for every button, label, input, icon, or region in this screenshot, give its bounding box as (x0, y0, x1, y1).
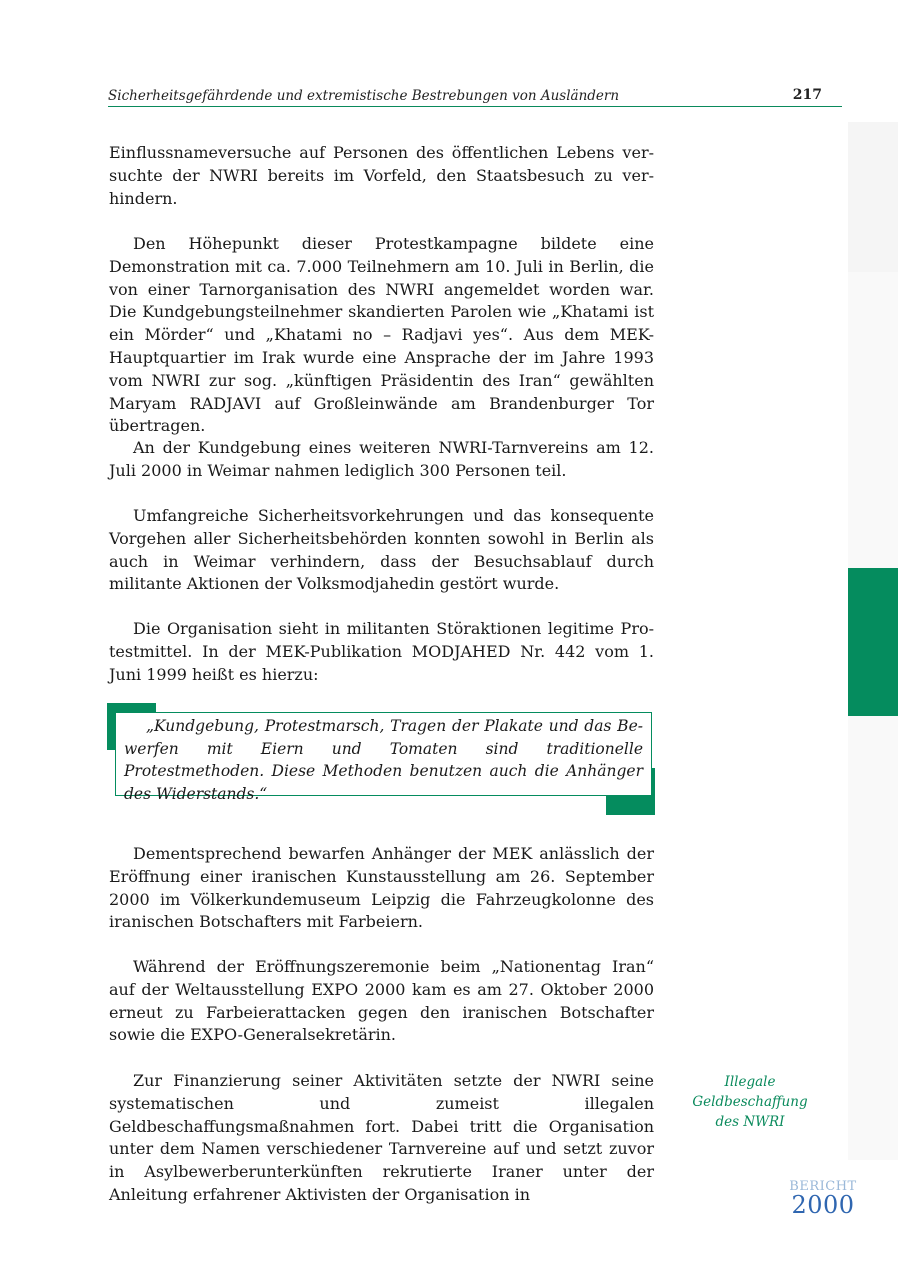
paragraph-4: Umfangreiche Sicherheitsvorkehrungen und das konsequente Vorgehen aller Sicherheitsbehörden konnten sowohl in Berlin als auch in Weimar verhindern, dass der Besuchsablauf durch militante Aktionen der Volksmodjahedin gestört wurde. (109, 506, 654, 594)
paragraph-2: Den Höhepunkt dieser Protestkampagne bildete eine Demonstration mit ca. 7.000 Teilnehmern am 10. Juli in Berlin, die von einer Tarnorganisation des NWRI angemeldet worden war. Die Kundgebungsteilnehmer skandierten Parolen wie „Khatami ist ein Mörder“ und „Khatami no – Radjavi yes“. Aus dem MEK-Hauptquartier im Irak wurde eine Ansprache der im Jahre 1993 vom NWRI zur sog. „künftigen Präsidentin des Iran“ gewählten Maryam RADJAVI auf Großleinwände am Brandenburger Tor übertragen. (109, 234, 654, 436)
paragraph-3: An der Kundgebung eines weiteren NWRI-Tarnvereins am 12. Juli 2000 in Weimar nahmen lediglich 300 Personen teil. (109, 438, 654, 480)
quote-block (107, 703, 655, 815)
margin-note-line-3: des NWRI (715, 1114, 785, 1130)
side-margin-panel (848, 272, 898, 1160)
chapter-marker-tab (848, 568, 898, 716)
paragraph-8: Zur Finanzierung seiner Aktivitäten setzte der NWRI seine systematischen und zumeist illegalen Geldbeschaffungsmaßnahmen fort. Dabei tritt die Organisation unter dem Namen verschiedener Tarnvereine auf und setzt zuvor in Asylbewerberunterkünften rekrutierte Iraner unter der Anleitung erfahrener Aktivisten der Organisation in (109, 1071, 654, 1204)
margin-note-line-2: Geldbeschaffung (692, 1094, 808, 1110)
paragraph-1: Einflussnameversuche auf Personen des öffentlichen Lebens versuchte der NWRI bereits im Vorfeld, den Staatsbesuch zu verhindern. (109, 143, 654, 208)
paragraph-6: Dementsprechend bewarfen Anhänger der MEK anlässlich der Eröffnung einer iranischen Kunstausstellung am 26. September 2000 im Völkerkundemuseum Leipzig die Fahrzeugkolonne des iranischen Botschafters mit Farbeiern. (109, 844, 654, 932)
side-margin-panel-top (848, 122, 898, 272)
paragraph-7: Während der Eröffnungszeremonie beim „Nationentag Iran“ auf der Weltausstellung EXPO 2000 kam es am 27. Oktober 2000 erneut zu Farbeierattacken gegen den iranischen Botschafter sowie die EXPO-Generalsekretärin. (109, 957, 654, 1045)
quote-box (115, 712, 652, 803)
header-title: Sicherheitsgefährdende und extremistische Bestrebungen von Ausländern (108, 88, 620, 104)
page-number: 217 (792, 87, 822, 103)
report-logo (788, 1179, 858, 1219)
quote-text: „Kundgebung, Protestmarsch, Tragen der Plakate und das Bewerfen mit Eiern und Tomaten sind traditionelle Protestmethoden. Diese Methoden benutzen auch die Anhänger des Widerstands.“ (124, 717, 643, 803)
margin-note (690, 1072, 810, 1132)
margin-note-line-1: Illegale (724, 1074, 776, 1090)
logo-word: BERICHT (789, 1179, 857, 1194)
logo-year: 2000 (791, 1191, 855, 1219)
paragraph-5: Die Organisation sieht in militanten Störaktionen legitime Protestmittel. In der MEK-Publikation MODJAHED Nr. 442 vom 1. Juni 1999 heißt es hierzu: (109, 619, 654, 684)
running-header (108, 86, 842, 107)
